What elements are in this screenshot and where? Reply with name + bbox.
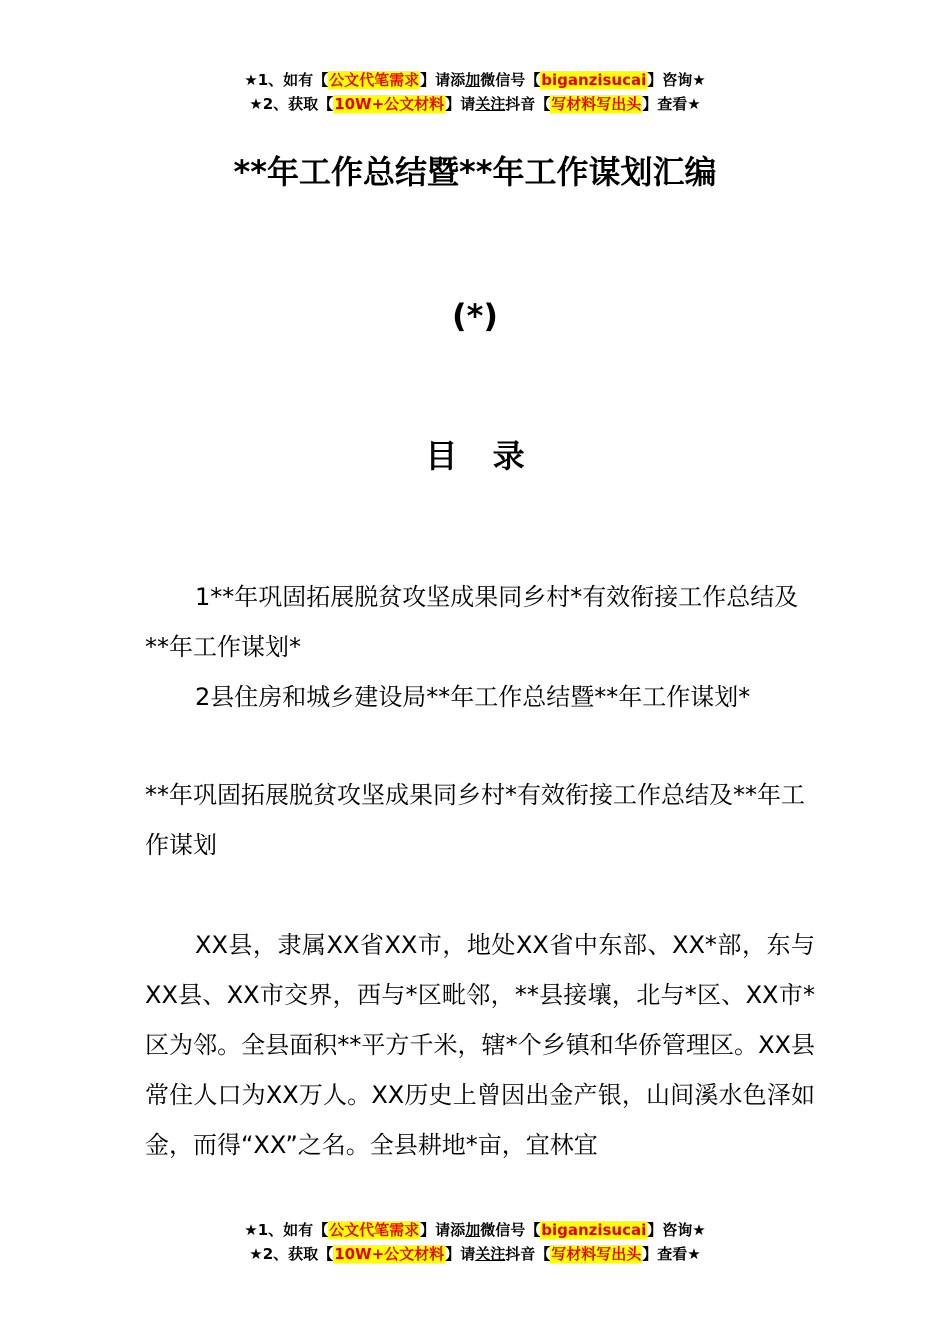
toc-item: 1**年巩固拓展脱贫攻坚成果同乡村*有效衔接工作总结及**年工作谋划* (145, 583, 799, 661)
table-of-contents (145, 572, 815, 722)
highlight-service: 公文代笔需求 (329, 1221, 420, 1239)
banner-line-2: ★2、获取【10W+公文材料】请关注抖音【写材料写出头】查看★ (249, 1245, 701, 1263)
highlight-materials: 10W+公文材料 (334, 95, 445, 113)
highlight-douyin-id: 写材料写出头 (551, 1245, 642, 1263)
banner-line-1: ★1、如有【公文代笔需求】请添加微信号【biganzisucai】咨询★ (244, 1221, 706, 1239)
banner-line-1: ★1、如有【公文代笔需求】请添加微信号【biganzisucai】咨询★ (244, 71, 706, 89)
toc-heading: 目 录 (425, 437, 537, 475)
highlight-wechat-id: biganzisucai (541, 71, 647, 89)
toc-item: 2县住房和城乡建设局**年工作总结暨**年工作谋划* (195, 683, 751, 711)
highlight-service: 公文代笔需求 (329, 71, 420, 89)
highlight-materials: 10W+公文材料 (334, 1245, 445, 1263)
body-paragraph: XX县，隶属XX省XX市，地处XX省中东部、XX*部，东与XX县、XX市交界，西与*区毗邻，**县接壤，北与*区、XX市*区为邻。全县面积**平方千米，辖*个乡镇和华侨管理区。XX县常住人口为XX万人。XX历史上曾因出金产银，山间溪水色泽如金，而得“XX”之名。全县耕地*亩，宜林宜 (145, 931, 815, 1159)
highlight-wechat-id: biganzisucai (541, 1221, 647, 1239)
document-title: **年工作总结暨**年工作谋划汇编 (233, 153, 717, 191)
section-title: **年巩固拓展脱贫攻坚成果同乡村*有效衔接工作总结及**年工作谋划 (145, 781, 805, 859)
footer-banner (0, 1218, 950, 1266)
header-banner (0, 68, 950, 116)
highlight-douyin-id: 写材料写出头 (551, 95, 642, 113)
document-subtitle: (*) (452, 297, 498, 335)
banner-line-2: ★2、获取【10W+公文材料】请关注抖音【写材料写出头】查看★ (249, 95, 701, 113)
